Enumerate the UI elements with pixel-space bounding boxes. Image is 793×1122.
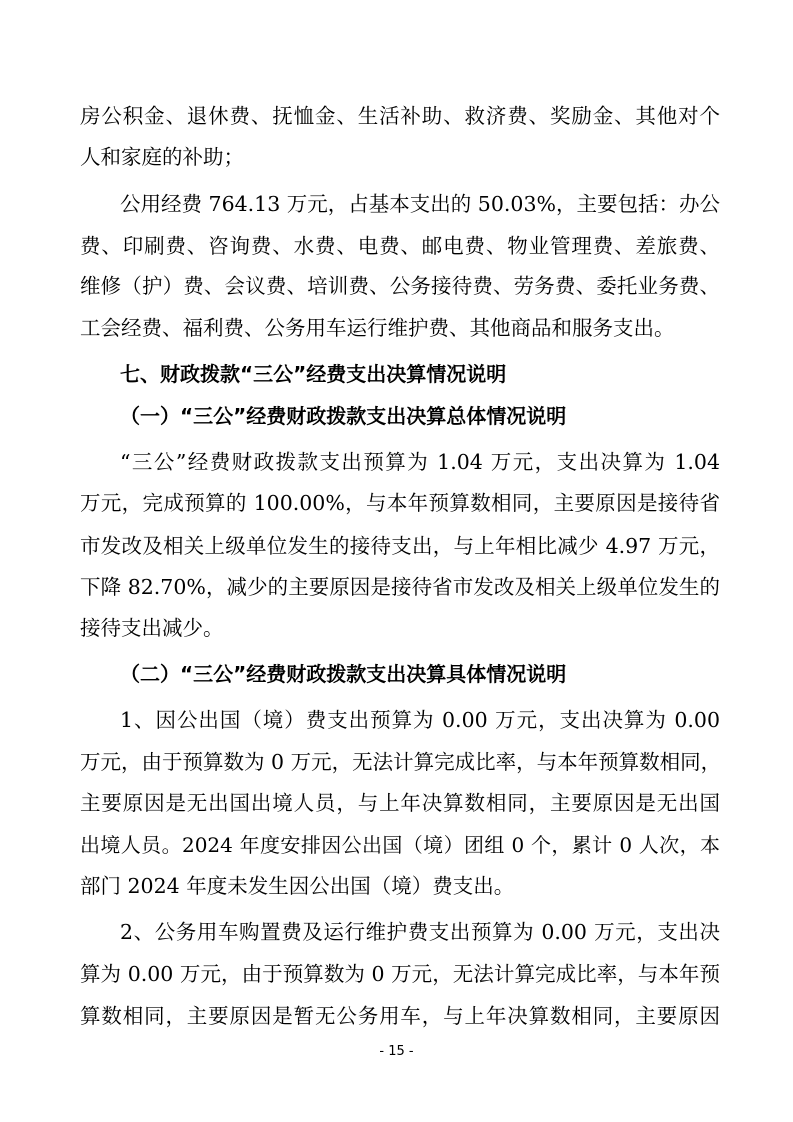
text-line: 费、印刷费、咨询费、水费、电费、邮电费、物业管理费、差旅费、 [80,234,720,258]
text-line: 万元，由于预算数为 0 万元，无法计算完成比率，与本年预算数相同， [80,750,722,774]
text-line: 人和家庭的补助； [80,145,244,169]
text-line: 接待支出减少。 [80,616,224,640]
text-line: 主要原因是无出国出境人员，与上年决算数相同，主要原因是无出国 [80,791,720,815]
text-line: 部门 2024 年度未发生因公出国（境）费支出。 [80,874,515,898]
text-line: 市发改及相关上级单位发生的接待支出，与上年相比减少 4.97 万元， [80,534,720,558]
text-line: 算数相同，主要原因是暂无公务用车，与上年决算数相同，主要原因 [80,1004,720,1028]
text-line: 算为 0.00 万元，由于预算数为 0 万元，无法计算完成比率，与本年预 [80,962,720,986]
text-line: 下降 82.70%，减少的主要原因是接待省市发改及相关上级单位发生的 [80,575,720,599]
text-line: 2、公务用车购置费及运行维护费支出预算为 0.00 万元，支出决 [120,920,720,944]
text-line: 出境人员。2024 年度安排因公出国（境）团组 0 个，累计 0 人次，本 [80,833,720,857]
text-line: 公用经费 764.13 万元，占基本支出的 50.03%，主要包括：办公 [120,192,720,216]
text-line: 房公积金、退休费、抚恤金、生活补助、救济费、奖励金、其他对个 [80,104,720,128]
text-line: 维修（护）费、会议费、培训费、公务接待费、劳务费、委托业务费、 [80,274,720,298]
text-line: 万元，完成预算的 100.00%，与本年预算数相同，主要原因是接待省 [80,491,720,515]
text-line: 工会经费、福利费、公务用车运行维护费、其他商品和服务支出。 [80,316,675,340]
section-heading: 七、财政拨款“三公”经费支出决算情况说明 [120,362,507,386]
text-line: “三公”经费财政拨款支出预算为 1.04 万元，支出决算为 1.04 [120,450,720,474]
page-number: - 15 - [379,1044,414,1059]
subsection-heading: （一）“三公”经费财政拨款支出决算总体情况说明 [120,404,567,428]
subsection-heading: （二）“三公”经费财政拨款支出决算具体情况说明 [120,662,567,686]
text-line: 1、因公出国（境）费支出预算为 0.00 万元，支出决算为 0.00 [120,708,720,732]
